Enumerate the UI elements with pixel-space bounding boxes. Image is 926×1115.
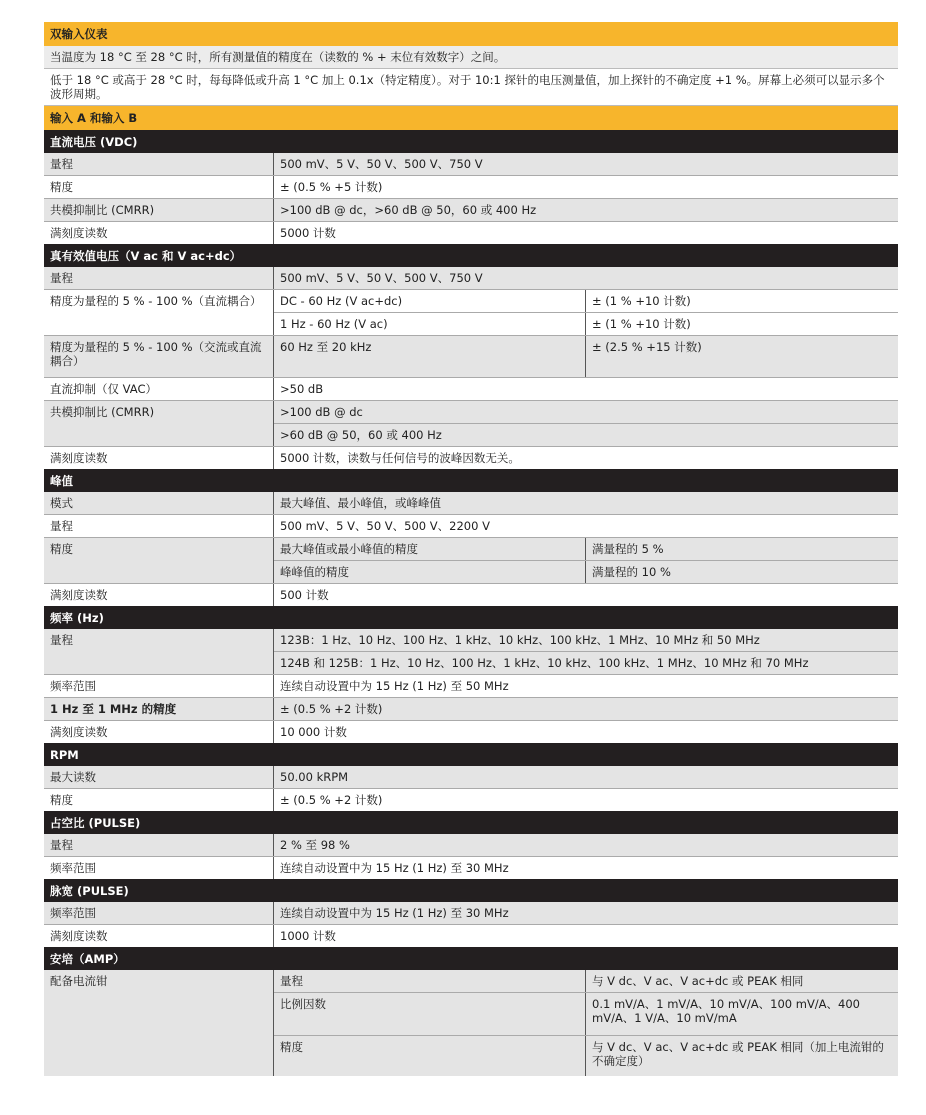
inputs-header: 输入 A 和输入 B bbox=[44, 106, 898, 130]
table-row: 量程 123B：1 Hz、10 Hz、100 Hz、1 kHz、10 kHz、100 kHz、1 MHz、10 MHz 和 50 MHz 124B 和 125B：1 Hz、10 Hz、100 Hz、1 kHz、10 kHz、100 kHz、1 MHz、10 MHz 和 70 MHz bbox=[44, 629, 898, 675]
pulse-header: 脉宽 (PULSE) bbox=[44, 879, 898, 902]
table-row: 量程 500 mV、5 V、50 V、500 V、750 V bbox=[44, 153, 898, 176]
table-row: 1 Hz 至 1 MHz 的精度 ± (0.5 % +2 计数) bbox=[44, 698, 898, 721]
table-row: 频率范围 连续自动设置中为 15 Hz (1 Hz) 至 50 MHz bbox=[44, 675, 898, 698]
table-row: 量程 2 % 至 98 % bbox=[44, 834, 898, 857]
table-row: 共模抑制比 (CMRR) >100 dB @ dc，>60 dB @ 50，60 或 400 Hz bbox=[44, 199, 898, 222]
table-row: 最大读数 50.00 kRPM bbox=[44, 766, 898, 789]
intro-line-1: 当温度为 18 °C 至 28 °C 时，所有测量值的精度在（读数的 % + 末位有效数字）之间。 bbox=[44, 46, 898, 69]
rpm-header: RPM bbox=[44, 743, 898, 766]
table-row: 满刻度读数 5000 计数，读数与任何信号的波峰因数无关。 bbox=[44, 447, 898, 469]
table-row: 量程 500 mV、5 V、50 V、500 V、750 V bbox=[44, 267, 898, 290]
table-row: 满刻度读数 5000 计数 bbox=[44, 222, 898, 244]
table-row: 配备电流钳 量程 与 V dc、V ac、V ac+dc 或 PEAK 相同 比例因数 0.1 mV/A、1 mV/A、10 mV/A、100 mV/A、400 mV/A、1 V/A、10 mV/mA 精度 与 V dc、V ac、V ac+dc 或 PEAK 相同（加上电流钳的不确定度） bbox=[44, 970, 898, 1076]
section-title: 双输入仪表 bbox=[44, 22, 898, 46]
table-row: 共模抑制比 (CMRR) >100 dB @ dc >60 dB @ 50，60 或 400 Hz bbox=[44, 401, 898, 447]
table-row: 精度为量程的 5 % - 100 %（交流或直流耦合） 60 Hz 至 20 kHz ± (2.5 % +15 计数) bbox=[44, 336, 898, 378]
table-row: 精度 ± (0.5 % +2 计数) bbox=[44, 789, 898, 811]
amp-header: 安培（AMP） bbox=[44, 947, 898, 970]
table-row: 频率范围 连续自动设置中为 15 Hz (1 Hz) 至 30 MHz bbox=[44, 857, 898, 879]
table-row: 精度为量程的 5 % - 100 %（直流耦合） DC - 60 Hz (V ac+dc) ± (1 % +10 计数) 1 Hz - 60 Hz (V ac) ± (1 % +10 计数) bbox=[44, 290, 898, 336]
table-row: 直流抑制（仅 VAC） >50 dB bbox=[44, 378, 898, 401]
vac-header: 真有效值电压（V ac 和 V ac+dc） bbox=[44, 244, 898, 267]
table-row: 精度 ± (0.5 % +5 计数) bbox=[44, 176, 898, 199]
peak-header: 峰值 bbox=[44, 469, 898, 492]
table-row: 量程 500 mV、5 V、50 V、500 V、2200 V bbox=[44, 515, 898, 538]
table-row: 频率范围 连续自动设置中为 15 Hz (1 Hz) 至 30 MHz bbox=[44, 902, 898, 925]
freq-header: 频率 (Hz) bbox=[44, 606, 898, 629]
table-row: 模式 最大峰值、最小峰值，或峰峰值 bbox=[44, 492, 898, 515]
vdc-header: 直流电压 (VDC) bbox=[44, 130, 898, 153]
spec-sheet bbox=[44, 22, 898, 1076]
table-row: 精度 最大峰值或最小峰值的精度 满量程的 5 % 峰峰值的精度 满量程的 10 % bbox=[44, 538, 898, 584]
table-row: 满刻度读数 1000 计数 bbox=[44, 925, 898, 947]
table-row: 满刻度读数 10 000 计数 bbox=[44, 721, 898, 743]
table-row: 满刻度读数 500 计数 bbox=[44, 584, 898, 606]
intro-line-2: 低于 18 °C 或高于 28 °C 时，每每降低或升高 1 °C 加上 0.1x（特定精度）。对于 10:1 探针的电压测量值，加上探针的不确定度 +1 %。屏幕上必须可以显示多个波形周期。 bbox=[44, 69, 898, 106]
duty-header: 占空比 (PULSE) bbox=[44, 811, 898, 834]
